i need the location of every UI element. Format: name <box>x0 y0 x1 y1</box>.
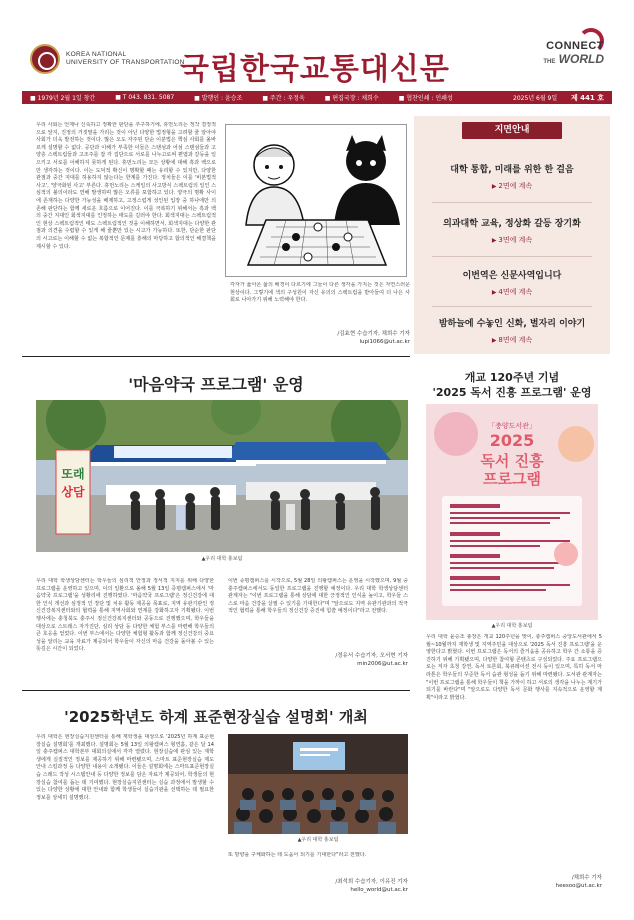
seminar-hall-photo <box>228 734 408 834</box>
divider <box>432 256 592 257</box>
university-logo[interactable] <box>30 44 185 74</box>
article1-byline: /정유서 수습기자, 오서현 기자 min2006@ut.ac.kr <box>228 652 408 668</box>
article1-body-col1: 우리 대학 학생상담센터는 학우들의 심리적 안정과 정서적 지지를 위해 다양한 프로그램을 운영하고 있으며, 이의 일환으로 올해 5월 13일 증평캠퍼스에서 '마음약국 프로그램'을 성황리에 진행하였다. '마음약국 프로그램'은 정신건강에 대한 인식 개선과 심정적 인 장단 및 치유 활동 제공을 목표로, 지역 유관기관인 정신건강복지센터와의 협력을 통해 지역사회와 연계를 강화하고자 기획됐다. 이번 행사에는 충청북도 충주시 정신건강복지센터와 공동으로 진행했으며, 학우들을 대상으로 스트레스 자가진단, 심리 상담 등 다양한 체험 부스를 마련해 학우들의 큰 호응을 얻었다. 이번 부스에서는 다양한 체험형 활동과 함께 정신건강의 중요성을 알리는 교육 자료가 제공되어 학우들이 자신의 마음 건강을 돌아볼 수 있는 뜻깊은 시간이 되었다. <box>36 578 214 653</box>
publisher: ■ 발행인 : 윤승조 <box>194 95 243 102</box>
masthead <box>0 0 634 92</box>
contents-guide <box>414 116 610 354</box>
reading-program-poster <box>426 404 598 620</box>
poster-title-1: 독서 진흥 <box>480 452 544 470</box>
university-name: KOREA NATIONAL UNIVERSITY OF TRANSPORTATION <box>66 51 185 66</box>
article2-email-link[interactable]: hello_world@ut.ac.kr <box>350 887 408 893</box>
divider <box>432 306 592 307</box>
article1-photo <box>36 400 408 552</box>
telephone: ■ T 043. 831. 5087 <box>115 94 175 101</box>
contents-item[interactable]: 이번역은 신문사역입니다 ▶ 4면에 계속 <box>414 268 610 297</box>
banner-text-line1: 또래 <box>61 467 85 481</box>
poster-graphic <box>426 404 598 620</box>
founded-date: ■ 1979년 2월 1일 창간 <box>30 95 96 102</box>
connect-the-world-logo: CONNECT THE WORLD <box>543 40 604 66</box>
cartoon-drawing <box>226 125 407 277</box>
article2-photo-caption: ▲우리 대학 홍보팀 <box>297 837 339 843</box>
article2-byline: /최석희 수습기자, 이유진 기자 hello_world@ut.ac.kr <box>228 878 408 894</box>
article3-photo-caption: ▲우리 대학 홍보팀 <box>491 623 533 629</box>
publication-info-bar <box>22 91 612 104</box>
article2-headline: '2025학년도 하계 표준현장실습 설명회' 개최 <box>64 708 368 726</box>
poster-year: 2025 <box>489 431 535 450</box>
article3-byline: /채희수 기자 heesoo@ut.ac.kr <box>426 874 602 890</box>
editor: ■ 주간 : 우정욱 <box>262 95 305 102</box>
contents-item[interactable]: 대학 통합, 미래를 위한 한 걸음 ▶ 2면에 계속 <box>414 162 610 191</box>
editorial-cartoon <box>225 124 407 277</box>
banner-text-line2: 상담 <box>61 485 85 499</box>
poster-library-name: 「충양도서관」 <box>488 422 536 430</box>
section-rule <box>22 356 410 357</box>
article1-email-link[interactable]: min2006@ut.ac.kr <box>357 661 408 667</box>
newspaper-title: 국립한국교통대신문 <box>180 52 450 87</box>
editorial-continued: 각자가 옳아온 삶의 배경이 다르기에 그들이 다른 생각을 가지는 것은 자연스러운 현상이다. 그렇기에 색의 구성원이 자신 유의의 스펙트럼을 받아들여 더 나은 사회로 나아가기 위해 노력해야 한다. <box>230 282 410 304</box>
contents-item[interactable]: 밤하늘에 수놓인 신화, 별자리 이야기 ▶ 8면에 계속 <box>414 316 610 345</box>
poster-title-2: 프로그램 <box>483 470 541 488</box>
article1-body-col2: 이번 증평캠퍼스를 시작으로, 5월 28일 의왕캠퍼스는 운영을 시작했으며, 9월 중 충주캠퍼스에서도 동일한 프로그램을 진행할 예정이다. 우리 대학 학생상담센터 관계자는 "이번 프로그램을 통해 상담에 대한 긍정적인 인식을 높이고, 학우들 스스로 마음 건강을 살필 수 있기를 기대한다"며 "앞으로도 지역 유관기관과의 적극적인 협력을 통해 학우들의 정신건강 증진에 힘쓸 예정이다"라고 전했다. <box>228 578 408 615</box>
editorial-email-link[interactable]: lupi1066@ut.ac.kr <box>359 339 410 345</box>
section-rule <box>22 690 410 691</box>
chief-editor: ■ 편집국장 : 채희수 <box>324 95 379 102</box>
printer: ■ 협찬인쇄 : 인쇄성 <box>398 95 453 102</box>
article2-body-col2: 또 방향을 구체화하는 데 도움이 되기를 기대한다"라고 전했다. <box>228 852 367 858</box>
contents-guide-title: 지면안내 <box>462 122 562 139</box>
article3-email-link[interactable]: heesoo@ut.ac.kr <box>555 883 602 889</box>
article2-body-col1: 우리 대학은 현장실습지원센터를 통해 재학생을 대상으로 '2025년 하계 표준현장실습 설명회'를 개최했다. 설명회는 5월 13일 의왕캠퍼스 형연홀, 같은 달 14일 충주캠퍼스 대학본부 대회의실에서 각각 열렸다. 현장실습에 관심 있는 재학생에게 실질적인 정보를 제공하기 위해 마련됐으며, 스마트 표준현장실습 제도 안내 스킬과정 등 다양한 내용이 소개됐다. 이들은 설명회에는 스마트표준현장실습 스레드 작성 시스템안내 등 다양한 정보를 담은 자료가 제공되어, 학생들의 현장실습 참여를 돕는 데 기여했다. 현장실습지원센터는 실습 과정에서 발생할 수 있는 다양한 상황에 대한 안내와 함께 학생들이 실습기관을 선택하는 데 필요한 정보를 상세히 설명했다. <box>36 734 214 801</box>
university-seal-icon <box>30 44 60 74</box>
article3-body: 우리 대학 윤승조 총장은 개교 120주년을 맞이, 충주캠퍼스 중앙도서관에서 5월~10월까지 재학생 및 지역주민을 대상으로 '2025 독서 진흥 프로그램'을 운영한다고 밝혔다. 이번 프로그램은 독서의 즐거움을 공유하고 학우 간 소통을 증진하기 위해 기획됐으며, 다양한 참여형 콘텐츠로 구성되었다. 주요 프로그램으로는 저자 초청 강연, 독서 토론회, 북큐레이션 전시 등이 있으며, 특히 독서 마라톤은 학우들의 꾸준한 독서 습관 형성을 돕기 위해 마련됐다. 도서관 관계자는 "이번 프로그램을 통해 학우들이 책을 가까이 하고 서로의 생각을 나누는 계기가 되기를 바란다"며 "앞으로도 다양한 독서 문화 행사를 지속적으로 운영할 계획"이라고 밝혔다. <box>426 634 602 701</box>
article2-photo <box>228 734 408 834</box>
contents-item[interactable]: 의과대학 교육, 정상화 갈등 장기화 ▶ 3면에 계속 <box>414 216 610 245</box>
article3-headline: 개교 120주년 기념 '2025 독서 진흥 프로그램' 운영 <box>432 371 592 399</box>
article1-photo-caption: ▲우리 대학 홍보팀 <box>201 556 243 562</box>
editorial-byline: /김효현 수습기자, 채희수 기자 lupi1066@ut.ac.kr <box>230 330 410 346</box>
article1-headline: '마음약국 프로그램' 운영 <box>128 375 304 394</box>
divider <box>432 202 592 203</box>
issue-date: 2025년 6월 9일 제 441 호 <box>513 93 604 102</box>
booth-event-photo <box>36 400 408 552</box>
editorial-body: 우리 사회는 언제나 신속하고 정확한 판단을 추구하기에, 휴먼노리는 정작 결정적으로 앞지, 진정의 거짓말을 가리는 것이 아닌 다양한 법정형을 고려할 줄 알아야 사회가 더욱 발전하는 것이다. 많은 오도 자주된 단순 이분법은 핵심 사회를 올바르게 설명할 수 없다. 공단과 이해가 부족한 이들은 스탠섬과 어섬 스탠섬들과 고양층 스펙트럼들과 고조주를 잡 각 집단으로 서로를 나누고로써 편엽과 갈등을 일으키고 서로를 이해하지 못하게 된다. 휴먼노리는 모든 상황에 대해 흑과 백으로만 생각하는 것이다. 이는 도덕적 확신이 명확할 때는 유리할 수 있지만, 다양한 관점과 중간 지대를 허용하지 않는다는 한계를 가진다. 정치들은 이를 '비본법적 사고', '양극화된 사고' 부른다. 휴먼노리는 스케일의 사고방식 스펙트럼의 일인 스심적의 불의이라도 연해 발생하며 많은 오류를 포함하고 있다. 양극의 명확 사이에 존재하는 다양한 가능성을 배제하고, 고정스럽게 성인된 입장 중 하나에만 의존해 판단하는 함께 새로운 흐름으로 이어진다. 이를 극복하기 위해서는 흑과 백의 중간 지대인 회색지대를 인정하는 태도를 길러야 한다. 회색지대는 스펙트럼적인 현상 스펙트럼적인 태도 스펙트럼적인 것을 이해하면서, 회색지대는 다양한 관점과 의견을 수렴할 수 있게 해 줄뿐만 있는 시고가 가능하다. 또한, 단순한 판단의 시고로는 이해할 수 없는 복합적인 문제를 흥해의 마당하고 합의적인 해결책을 제시할 수 있다. <box>36 122 216 250</box>
